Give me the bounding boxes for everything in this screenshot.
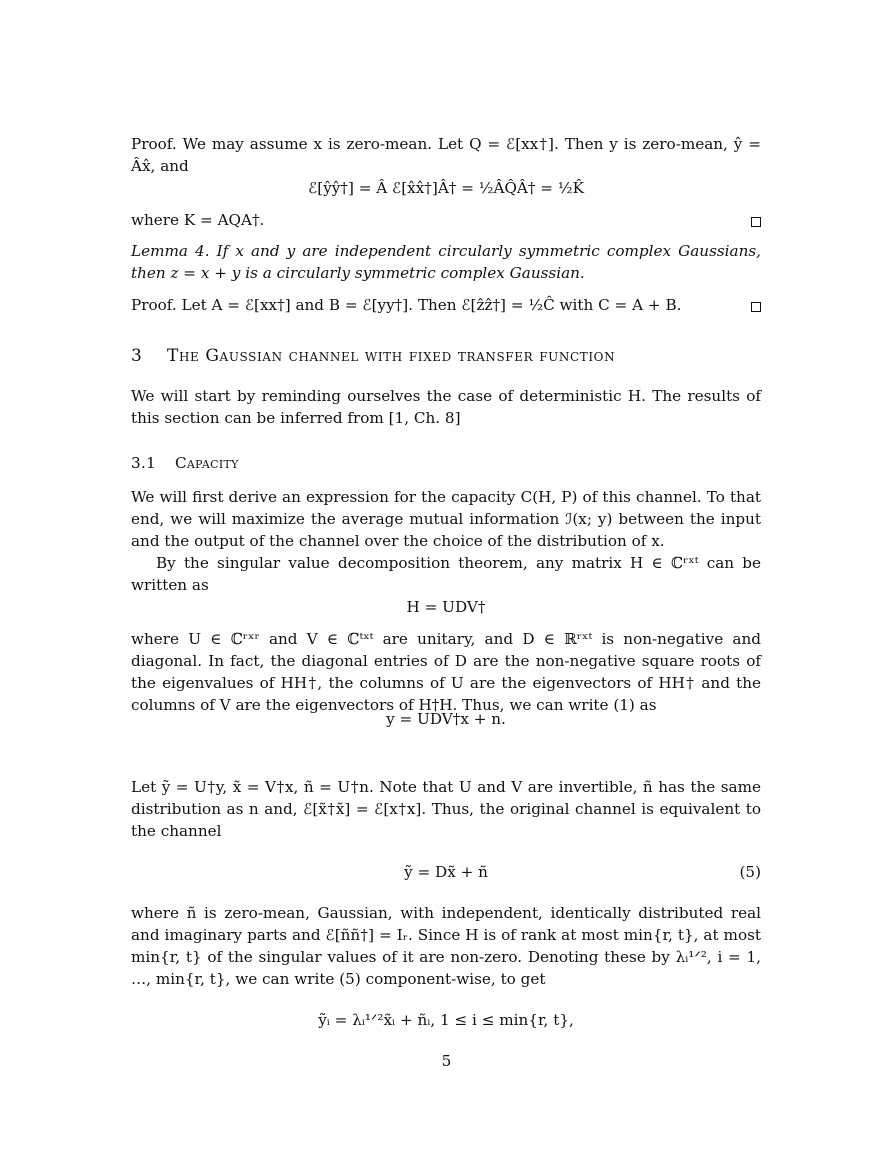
proof-1-closing <box>131 209 761 231</box>
section-3-intro <box>131 385 761 429</box>
subsection-3-1-heading <box>131 452 761 474</box>
proof-1-paragraph <box>131 133 761 177</box>
subsection-title: Capacity <box>175 454 239 472</box>
capacity-paragraph-1 <box>131 486 761 552</box>
proof-1-text: Proof. We may assume x is zero-mean. Let Q = ℰ[xx†]. Then y is zero-mean, ŷ = Âx̂, and <box>131 135 761 175</box>
lemma-4 <box>131 240 761 284</box>
capacity-paragraph-3-text: where U ∈ ℂʳˣʳ and V ∈ ℂᵗˣᵗ are unitary, and D ∈ ℝʳˣᵗ is non-negative and diagonal. In fact, the diagonal entries of D are the non-negative square roots of the eigenvalues of HH†, the columns of U are the eigenvectors of HH† and the columns of V are the eigenvectors of H†H. Thus, we can write (1) as <box>131 630 761 714</box>
capacity-paragraph-4-text: Let ỹ = U†y, x̃ = V†x, ñ = U†n. Note that U and V are invertible, ñ has the same distribution as n and, ℰ[x̃†x̃] = ℰ[x†x]. Thus, the original channel is equivalent to the channel <box>131 778 761 840</box>
page-number: 5 <box>441 1052 452 1070</box>
capacity-paragraph-1-text: We will first derive an expression for the capacity C(H, P) of this channel. To that end, we will maximize the average mutual information ℐ(x; y) between the input and the output of the channel over the choice of the distribution of x. <box>131 488 761 550</box>
capacity-paragraph-5-text: where ñ is zero-mean, Gaussian, with independent, identically distributed real and imaginary parts and ℰ[ññ†] = Iᵣ. Since H is of rank at most min{r, t}, at most min{r, t} of the singular values of it are non-zero. Denoting these by λᵢ¹ᐟ², i = 1, …, min{r, t}, we can write (5) component-wise, to get <box>131 904 761 988</box>
capacity-paragraph-4 <box>131 776 761 842</box>
equation-expectation-yhat: ℰ[ŷŷ†] = Â ℰ[x̂x̂†]Â† = ½ÂQ̂Â† = ½K̂ <box>308 179 584 197</box>
equation-svd: H = UDV† <box>406 598 486 616</box>
capacity-paragraph-2 <box>131 552 761 596</box>
capacity-paragraph-3 <box>131 628 761 716</box>
section-3-heading <box>131 345 761 367</box>
proof-1-closing-text: where K = AQA†. <box>131 211 265 229</box>
qed-box-icon <box>751 302 761 312</box>
capacity-paragraph-2-text: By the singular value decomposition theorem, any matrix H ∈ ℂʳˣᵗ can be written as <box>131 554 761 594</box>
proof-2 <box>131 294 761 316</box>
equation-channel: y = UDV†x + n. <box>386 710 506 728</box>
subsection-number: 3.1 <box>131 454 157 472</box>
proof-2-text: Proof. Let A = ℰ[xx†] and B = ℰ[yy†]. Then ℰ[ẑẑ†] = ½Ĉ with C = A + B. <box>131 296 682 314</box>
qed-box-icon <box>751 217 761 227</box>
capacity-paragraph-5 <box>131 902 761 990</box>
section-3-intro-text: We will start by reminding ourselves the case of deterministic H. The results of this section can be inferred from [1, Ch. 8] <box>131 387 761 427</box>
lemma-4-text: Lemma 4. If x and y are independent circularly symmetric complex Gaussians, then z = x + y is a circularly symmetric complex Gaussian. <box>131 242 761 282</box>
equation-5 <box>131 861 761 883</box>
equation-component-wise: ỹᵢ = λᵢ¹ᐟ²x̃ᵢ + ñᵢ, 1 ≤ i ≤ min{r, t}, <box>318 1011 574 1029</box>
equation-5-body: ỹ = Dx̃ + ñ <box>404 863 488 881</box>
equation-5-number: (5) <box>739 863 761 881</box>
section-number: 3 <box>131 346 143 366</box>
section-title: The Gaussian channel with fixed transfer function <box>167 346 616 366</box>
